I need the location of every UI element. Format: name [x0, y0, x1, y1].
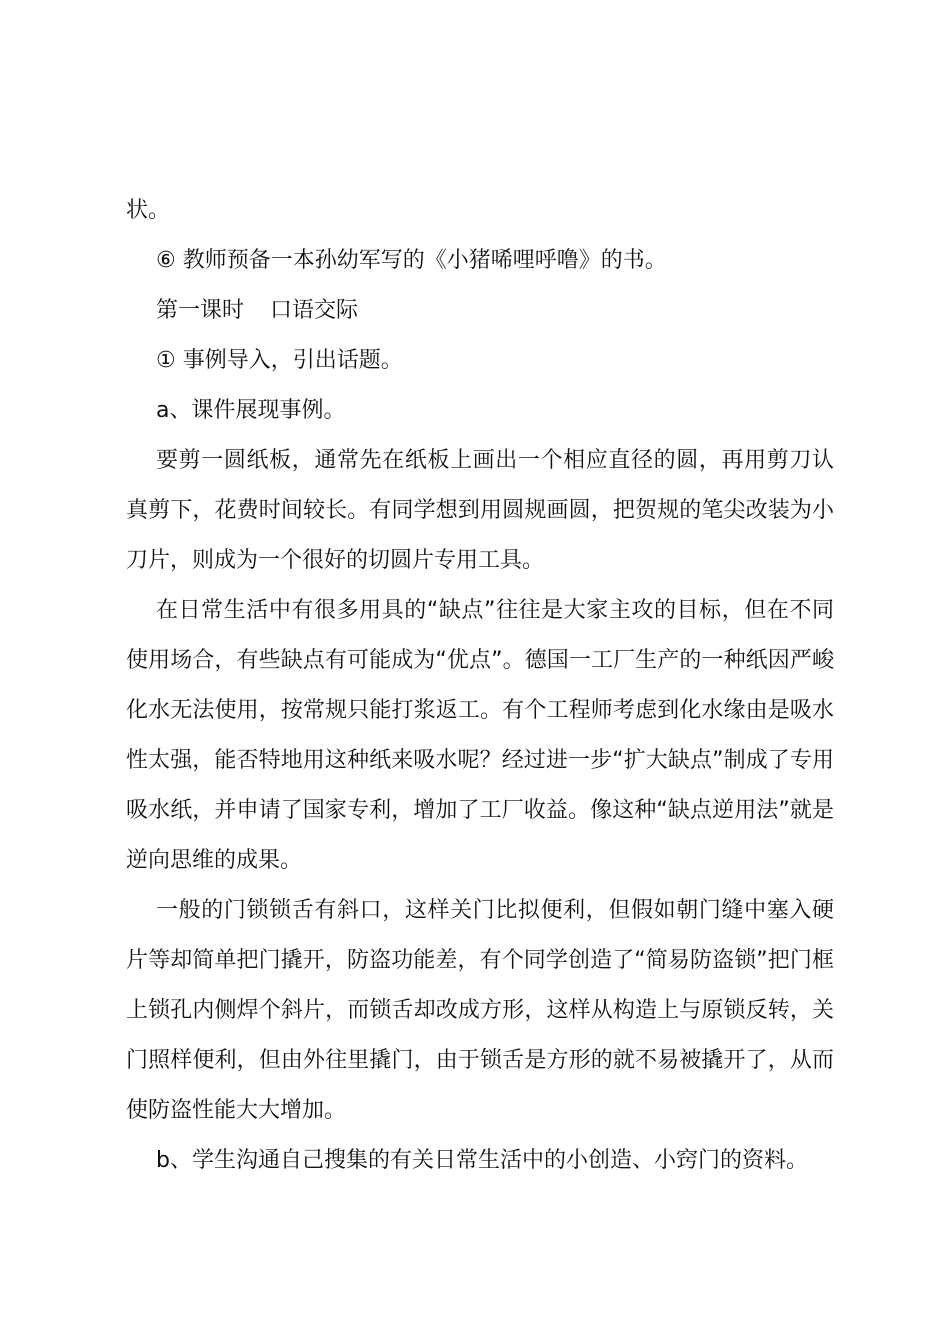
lesson-label: 第一课时 [156, 298, 245, 323]
lesson-heading [126, 286, 834, 336]
paragraph-step-1: ① 事例导入，引出话题。 [156, 348, 403, 373]
lesson-topic: 口语交际 [270, 298, 359, 323]
paragraph-example-circle-cutter: 要剪一圆纸板，通常先在纸板上画出一个相应直径的圆，再用剪刀认真剪下，花费时间较长。有同学想到用圆规画圆，把贺规的笔尖改装为小刀片，则成为一个很好的切圆片专用工具。 [126, 448, 834, 573]
paragraph-step-a: a、课件展现事例。 [156, 398, 346, 423]
paragraph-example-door-lock: 一般的门锁锁舌有斜口，这样关门比拟便利，但假如朝门缝中塞入硬片等却简单把门撬开，防盗功能差，有个同学创造了“简易防盗锁”把门框上锁孔内侧焊个斜片，而锁舌却改成方形，这样从构造上与原锁反转，关门照样便利，但由外往里撬门，由于锁舌是方形的就不易被撬开了，从而使防盗性能大大增加。 [126, 898, 834, 1123]
document-body [126, 186, 834, 1186]
paragraph-continuation: 状。 [126, 198, 171, 223]
paragraph-preparation-item-6: ⑥ 教师预备一本孙幼军写的《小猪唏哩呼噜》的书。 [156, 248, 667, 273]
paragraph-example-absorbent-paper: 在日常生活中有很多用具的“缺点”往往是大家主攻的目标，但在不同使用场合，有些缺点有可能成为“优点”。德国一工厂生产的一种纸因严峻化水无法使用，按常规只能打浆返工。有个工程师考虑到化水缘由是吸水性太强，能否特地用这种纸来吸水呢？经过进一步“扩大缺点”制成了专用吸水纸，并申请了国家专利，增加了工厂收益。像这种“缺点逆用法”就是逆向思维的成果。 [126, 598, 834, 873]
paragraph-step-b: b、学生沟通自己搜集的有关日常生活中的小创造、小窍门的资料。 [156, 1148, 808, 1173]
